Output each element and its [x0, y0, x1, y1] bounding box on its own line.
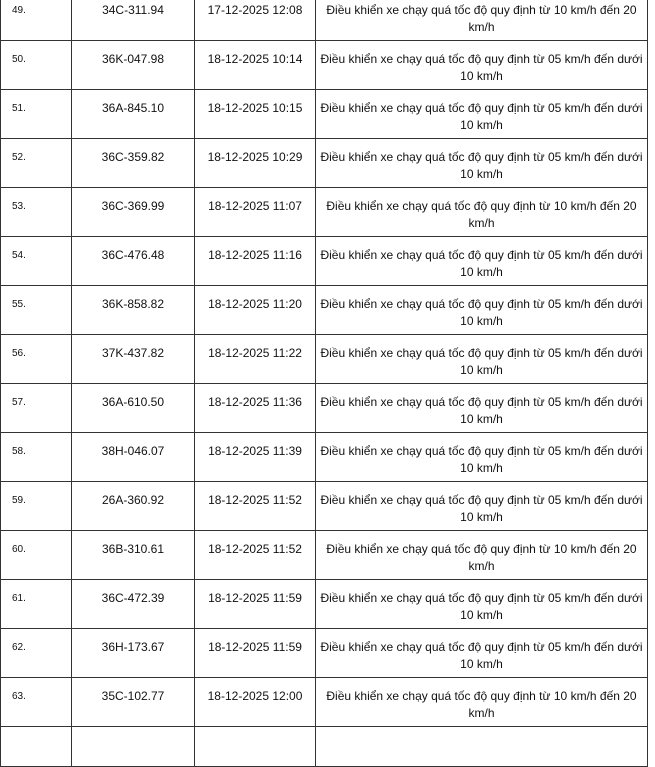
row-number: 58. — [1, 433, 72, 482]
violation-description: Điều khiển xe chạy quá tốc độ quy định từ 05 km/h đến dưới 10 km/h — [316, 90, 648, 139]
row-number: 56. — [1, 335, 72, 384]
license-plate: 35C-102.77 — [72, 678, 195, 727]
violation-time: 18-12-2025 11:07 — [195, 188, 316, 237]
table-row — [1, 139, 648, 188]
violation-time: 18-12-2025 11:16 — [195, 237, 316, 286]
table-row — [1, 629, 648, 678]
violation-time: 17-12-2025 12:08 — [195, 0, 316, 41]
table-row — [1, 482, 648, 531]
row-number: 59. — [1, 482, 72, 531]
license-plate: 36C-359.82 — [72, 139, 195, 188]
license-plate: 36K-047.98 — [72, 41, 195, 90]
table-row — [1, 90, 648, 139]
violation-description: Điều khiển xe chạy quá tốc độ quy định từ 10 km/h đến 20 km/h — [316, 188, 648, 237]
violation-description: Điều khiển xe chạy quá tốc độ quy định từ 05 km/h đến dưới 10 km/h — [316, 580, 648, 629]
row-number: 63. — [1, 678, 72, 727]
row-number: 54. — [1, 237, 72, 286]
violation-description: Điều khiển xe chạy quá tốc độ quy định từ 05 km/h đến dưới 10 km/h — [316, 286, 648, 335]
table-row — [1, 41, 648, 90]
violation-time: 18-12-2025 11:59 — [195, 629, 316, 678]
violation-time: 18-12-2025 10:14 — [195, 41, 316, 90]
row-number: 62. — [1, 629, 72, 678]
violations-table-body — [1, 0, 648, 767]
violation-time: 18-12-2025 10:29 — [195, 139, 316, 188]
violation-time: 18-12-2025 12:00 — [195, 678, 316, 727]
row-number: 49. — [1, 0, 72, 41]
table-row — [1, 531, 648, 580]
violation-time-empty — [195, 727, 316, 767]
license-plate: 36K-858.82 — [72, 286, 195, 335]
license-plate: 36C-476.48 — [72, 237, 195, 286]
license-plate: 38H-046.07 — [72, 433, 195, 482]
violation-description-empty — [316, 727, 648, 767]
row-number: 53. — [1, 188, 72, 237]
violation-time: 18-12-2025 11:36 — [195, 384, 316, 433]
violation-time: 18-12-2025 11:20 — [195, 286, 316, 335]
violation-description: Điều khiển xe chạy quá tốc độ quy định từ 05 km/h đến dưới 10 km/h — [316, 139, 648, 188]
license-plate: 26A-360.92 — [72, 482, 195, 531]
license-plate: 36C-472.39 — [72, 580, 195, 629]
table-row — [1, 433, 648, 482]
row-number: 60. — [1, 531, 72, 580]
violation-description: Điều khiển xe chạy quá tốc độ quy định từ 10 km/h đến 20 km/h — [316, 0, 648, 41]
table-row — [1, 335, 648, 384]
violation-description: Điều khiển xe chạy quá tốc độ quy định từ 05 km/h đến dưới 10 km/h — [316, 482, 648, 531]
license-plate: 36B-310.61 — [72, 531, 195, 580]
license-plate: 37K-437.82 — [72, 335, 195, 384]
violation-description: Điều khiển xe chạy quá tốc độ quy định từ 05 km/h đến dưới 10 km/h — [316, 433, 648, 482]
license-plate: 34C-311.94 — [72, 0, 195, 41]
license-plate-empty — [72, 727, 195, 767]
license-plate: 36H-173.67 — [72, 629, 195, 678]
violation-description: Điều khiển xe chạy quá tốc độ quy định từ 05 km/h đến dưới 10 km/h — [316, 335, 648, 384]
violation-time: 18-12-2025 11:59 — [195, 580, 316, 629]
table-row — [1, 0, 648, 41]
violation-time: 18-12-2025 11:22 — [195, 335, 316, 384]
table-row — [1, 286, 648, 335]
license-plate: 36A-610.50 — [72, 384, 195, 433]
table-row — [1, 188, 648, 237]
table-row — [1, 384, 648, 433]
license-plate: 36C-369.99 — [72, 188, 195, 237]
row-number: 51. — [1, 90, 72, 139]
row-number-empty — [1, 727, 72, 767]
violation-description: Điều khiển xe chạy quá tốc độ quy định từ 10 km/h đến 20 km/h — [316, 531, 648, 580]
table-row — [1, 580, 648, 629]
violation-description: Điều khiển xe chạy quá tốc độ quy định từ 05 km/h đến dưới 10 km/h — [316, 41, 648, 90]
row-number: 52. — [1, 139, 72, 188]
table-row — [1, 237, 648, 286]
violation-description: Điều khiển xe chạy quá tốc độ quy định từ 05 km/h đến dưới 10 km/h — [316, 384, 648, 433]
violation-description: Điều khiển xe chạy quá tốc độ quy định từ 05 km/h đến dưới 10 km/h — [316, 237, 648, 286]
violation-time: 18-12-2025 11:39 — [195, 433, 316, 482]
violation-description: Điều khiển xe chạy quá tốc độ quy định từ 05 km/h đến dưới 10 km/h — [316, 629, 648, 678]
row-number: 50. — [1, 41, 72, 90]
violation-time: 18-12-2025 11:52 — [195, 531, 316, 580]
violation-description: Điều khiển xe chạy quá tốc độ quy định từ 10 km/h đến 20 km/h — [316, 678, 648, 727]
row-number: 55. — [1, 286, 72, 335]
violation-time: 18-12-2025 10:15 — [195, 90, 316, 139]
table-row-partial — [1, 727, 648, 767]
violation-time: 18-12-2025 11:52 — [195, 482, 316, 531]
row-number: 61. — [1, 580, 72, 629]
table-row — [1, 678, 648, 727]
license-plate: 36A-845.10 — [72, 90, 195, 139]
row-number: 57. — [1, 384, 72, 433]
